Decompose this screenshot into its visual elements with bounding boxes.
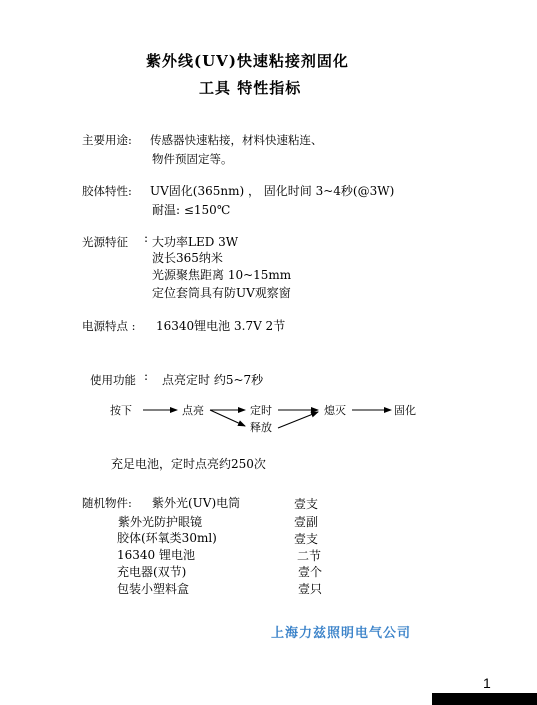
accessory-item-qty: 壹个: [298, 565, 323, 579]
flow-step-off: 熄灭: [324, 404, 346, 417]
charge-note: 充足电池，定时点亮约250次: [111, 457, 266, 471]
light-line4: 定位套筒具有防UV观察窗: [152, 286, 291, 300]
accessory-item-name: 16340 锂电池: [117, 548, 195, 562]
flow-step-cure: 固化: [394, 404, 416, 417]
accessory-item-name: 胶体(环氧类30ml): [117, 531, 217, 545]
document-title-line1: 紫外线(UV)快速粘接剂固化: [146, 52, 349, 70]
glue-line1: UV固化(365nm) ， 固化时间 3~4秒(@3W): [150, 184, 395, 198]
light-line1: 大功率LED 3W: [152, 235, 239, 249]
glue-line2: 耐温: ≤150℃: [152, 203, 231, 217]
light-label: 光源特征: [82, 235, 128, 249]
flow-step-timer: 定时: [250, 404, 272, 417]
usage-label: 主要用途:: [82, 133, 132, 147]
function-label: 使用功能: [90, 373, 136, 387]
accessory-item-name: 包装小塑料盒: [117, 582, 190, 596]
power-label: 电源特点 :: [82, 319, 136, 333]
footer-bar: [432, 693, 537, 705]
light-line3: 光源聚焦距离 10~15mm: [152, 268, 292, 282]
glue-label: 胶体特性:: [82, 184, 132, 198]
usage-line2: 物件预固定等。: [152, 152, 233, 166]
accessories-label: 随机物件:: [82, 496, 132, 510]
page-number: 1: [483, 675, 491, 691]
light-colon: :: [144, 231, 149, 245]
function-colon: :: [144, 369, 149, 383]
usage-line1: 传感器快速粘接，材料快速粘连、: [150, 133, 323, 147]
power-value: 16340锂电池 3.7V 2节: [156, 319, 286, 333]
flow-step-press: 按下: [110, 404, 132, 417]
flow-step-release: 释放: [250, 421, 272, 434]
accessory-item-qty: 壹副: [294, 515, 319, 529]
light-line2: 波长365纳米: [152, 251, 223, 265]
accessory-item-qty: 壹只: [298, 582, 323, 596]
accessory-item-name: 紫外光防护眼镜: [118, 515, 203, 529]
function-value: 点亮定时 约5~7秒: [162, 373, 264, 387]
flow-step-light-on: 点亮: [182, 404, 204, 417]
document-title-line2: 工具 特性指标: [199, 79, 302, 97]
accessory-item-qty: 壹支: [294, 497, 319, 511]
accessory-item-name: 充电器(双节): [117, 565, 187, 579]
flow-arrow-branch: [210, 410, 245, 426]
accessory-item-qty: 壹支: [294, 532, 319, 546]
flow-arrow-merge: [278, 412, 318, 428]
company-name: 上海力兹照明电气公司: [271, 626, 412, 641]
accessory-item-name: 紫外光(UV)电筒: [152, 496, 241, 510]
accessory-item-qty: 二节: [297, 549, 322, 563]
